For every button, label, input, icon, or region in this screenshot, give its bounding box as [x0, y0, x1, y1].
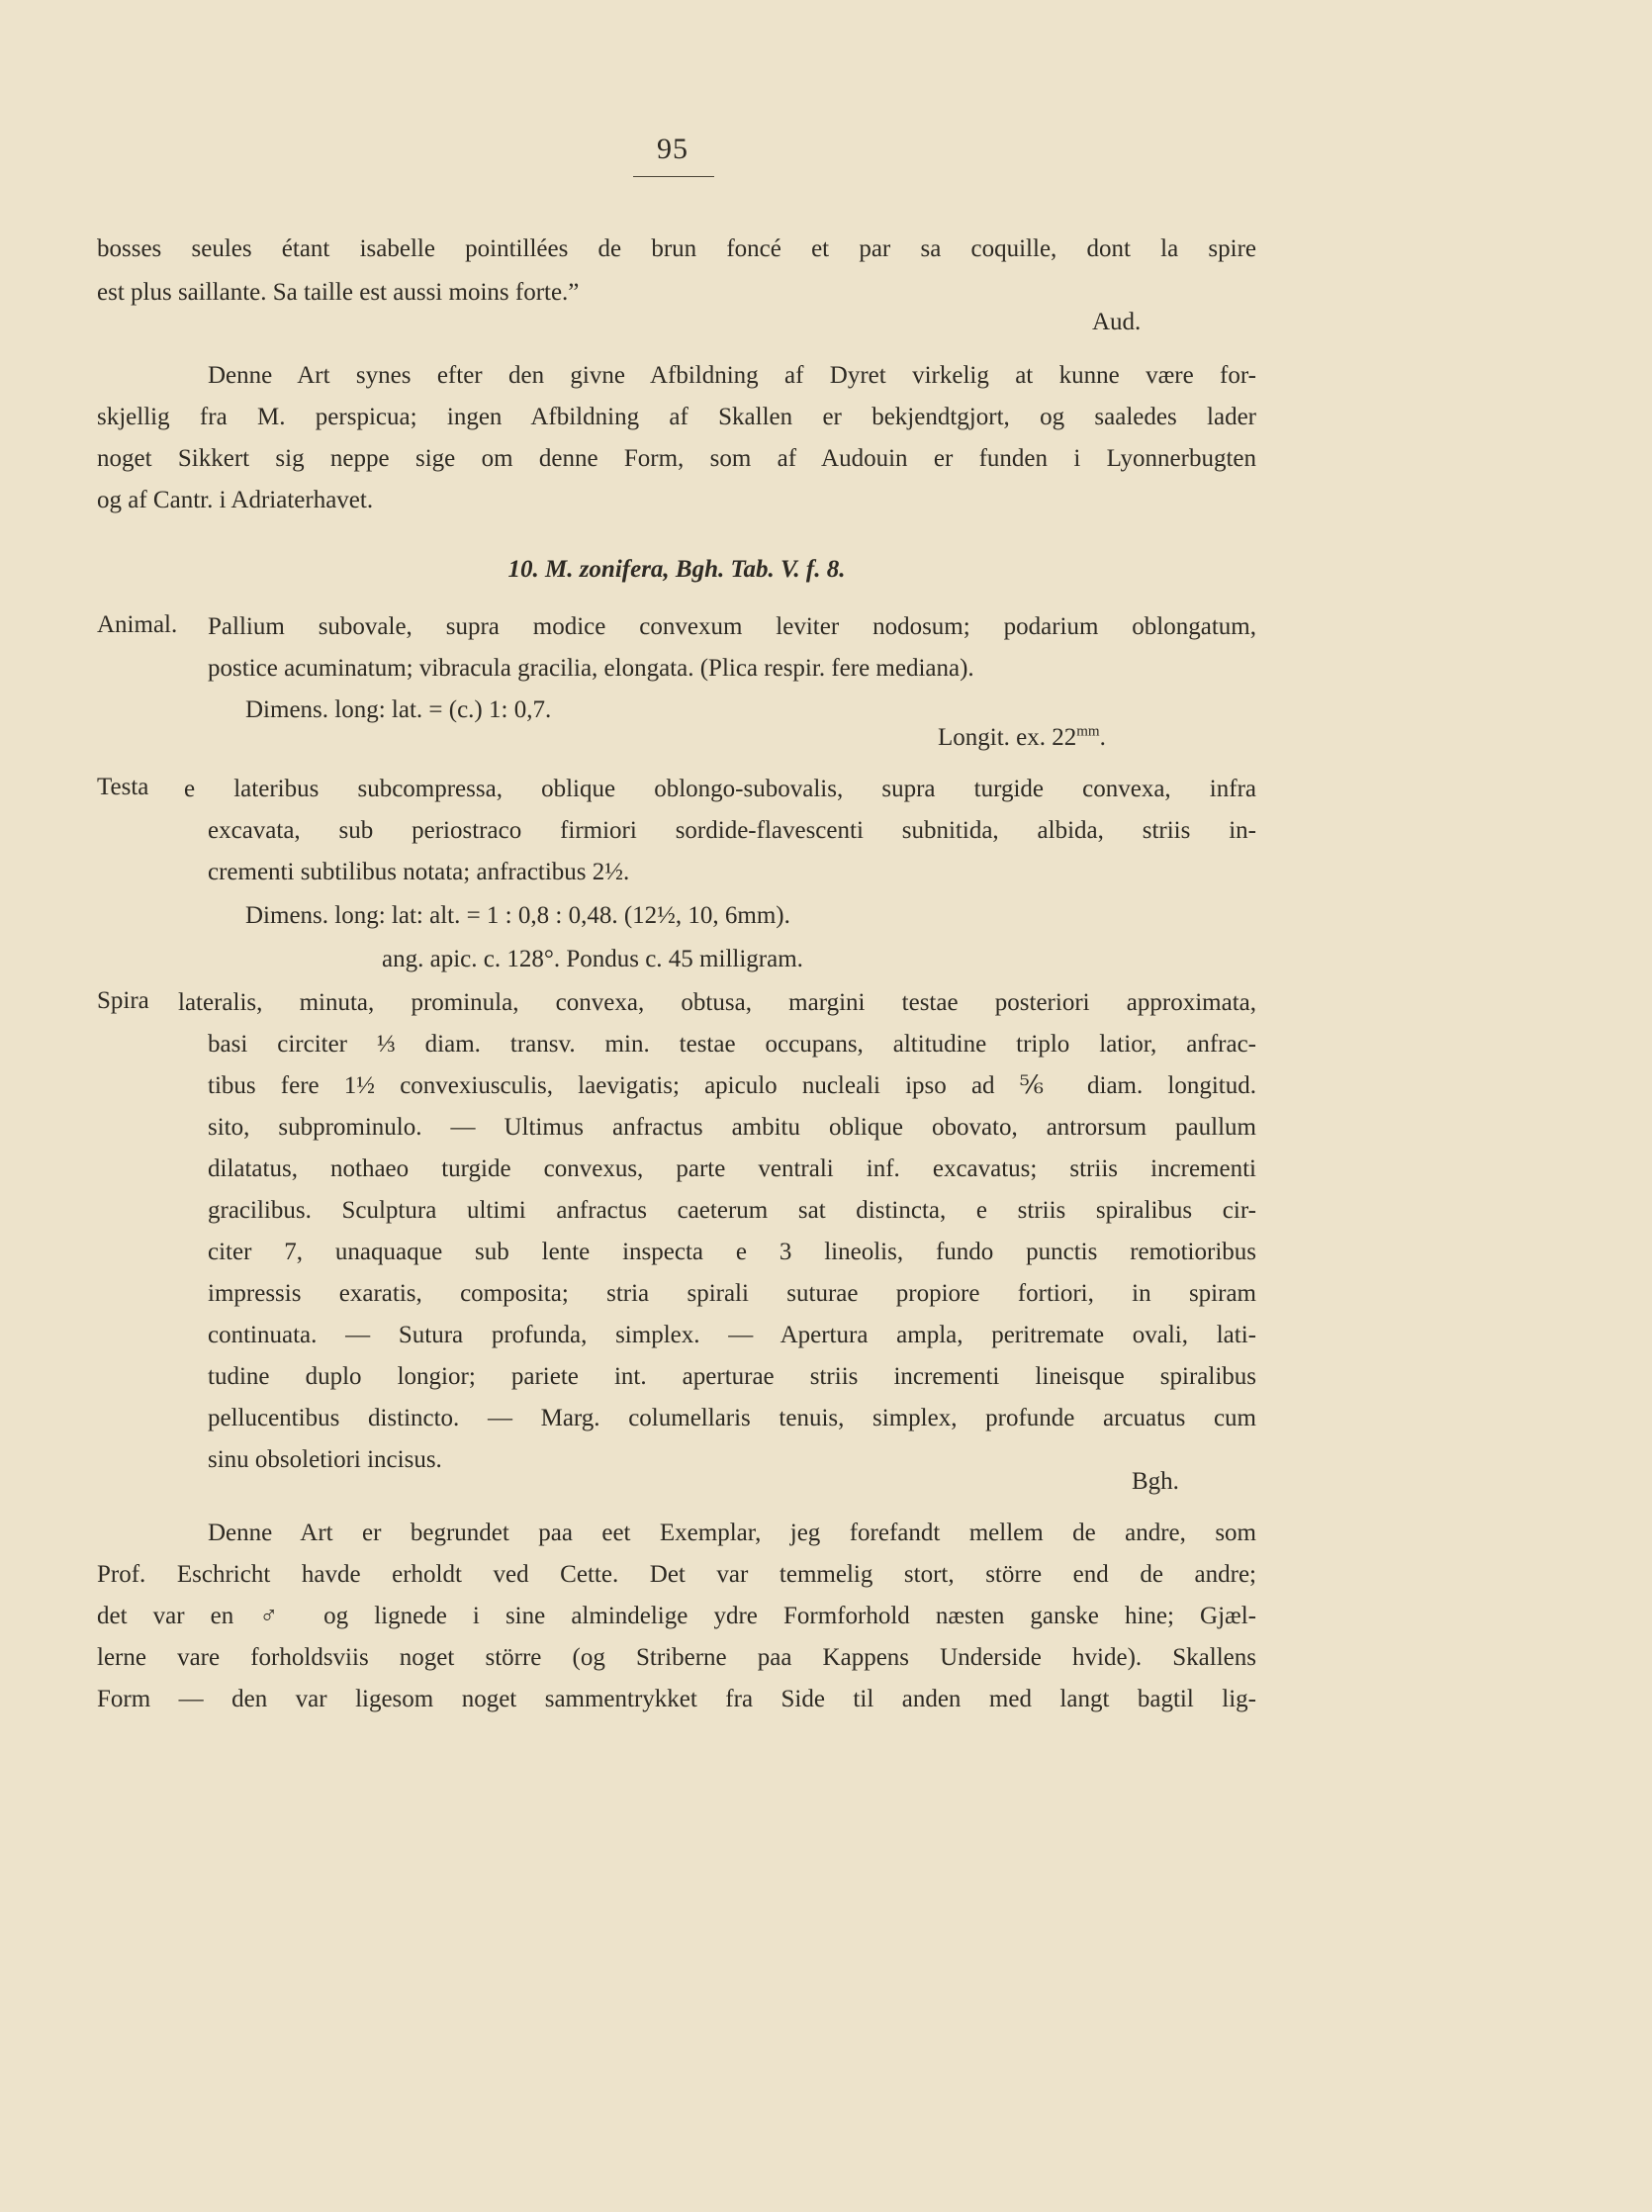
text-line: det var en ♂ og lignede i sine almindelige ydre Formforhold næsten ganske hine; Gjæl-	[97, 1603, 1256, 1629]
text-line: lateralis, minuta, prominula, convexa, obtusa, margini testae posteriori approximata,	[178, 989, 1256, 1016]
text-line: sito, subprominulo. — Ultimus anfractus ambitu oblique obovato, antrorsum paullum	[208, 1114, 1256, 1141]
text-line: citer 7, unaquaque sub lente inspecta e 3 lineolis, fundo punctis remotioribus	[208, 1239, 1256, 1265]
text-line: est plus saillante. Sa taille est aussi moins forte.”	[97, 279, 580, 306]
text-line: Form — den var ligesom noget sammentrykket fra Side til anden med langt bagtil lig-	[97, 1686, 1256, 1712]
page-number-rule	[633, 176, 714, 177]
text-line: Dimens. long: lat: alt. = 1 : 0,8 : 0,48. (12½, 10, 6mm).	[245, 902, 790, 929]
animal-label: Animal.	[97, 611, 178, 638]
text-line: Pallium subovale, supra modice convexum leviter nodosum; podarium oblongatum,	[208, 613, 1256, 640]
text-line: excavata, sub periostraco firmiori sordide-flavescenti subnitida, albida, striis in-	[208, 817, 1256, 844]
text-line: gracilibus. Sculptura ultimi anfractus caeterum sat distincta, e striis spiralibus cir-	[208, 1197, 1256, 1224]
text-line: ang. apic. c. 128°. Pondus c. 45 milligram.	[382, 946, 803, 972]
page-number: 95	[657, 133, 688, 165]
signature-aud: Aud.	[1092, 309, 1142, 335]
text-line: Denne Art synes efter den givne Afbildning af Dyret virkelig at kunne være for-	[208, 362, 1256, 389]
spira-label: Spira	[97, 987, 149, 1014]
text-line: pellucentibus distincto. — Marg. columellaris tenuis, simplex, profunde arcuatus cum	[208, 1405, 1256, 1431]
text-line: impressis exaratis, composita; stria spirali suturae propiore fortiori, in spiram	[208, 1280, 1256, 1307]
text-line: tudine duplo longior; pariete int. aperturae striis incrementi lineisque spiralibus	[208, 1363, 1256, 1390]
text-line: bosses seules étant isabelle pointillées de brun foncé et par sa coquille, dont la spire	[97, 235, 1256, 262]
longit-end: .	[1099, 724, 1106, 751]
text-line: lerne vare forholdsviis noget större (og Striberne paa Kappens Underside hvide). Skallens	[97, 1644, 1256, 1671]
longit-text: Longit. ex. 22	[938, 724, 1077, 751]
text-line: crementi subtilibus notata; anfractibus 2½.	[208, 859, 630, 885]
text-line: continuata. — Sutura profunda, simplex. — Apertura ampla, peritremate ovali, lati-	[208, 1322, 1256, 1348]
text-line: skjellig fra M. perspicua; ingen Afbildning af Skallen er bekjendtgjort, og saaledes lader	[97, 404, 1256, 430]
text-line: tibus fere 1½ convexiusculis, laevigatis; apiculo nucleali ipso ad ⅚ diam. longitud.	[208, 1072, 1256, 1099]
text-line: basi circiter ⅓ diam. transv. min. testae occupans, altitudine triplo latior, anfrac-	[208, 1031, 1256, 1058]
signature-bgh: Bgh.	[1132, 1468, 1179, 1495]
text-line: Prof. Eschricht havde erholdt ved Cette. Det var temmelig stort, större end de andre;	[97, 1561, 1256, 1588]
longit-line	[938, 724, 1106, 752]
text-line: dilatatus, nothaeo turgide convexus, parte ventrali inf. excavatus; striis incrementi	[208, 1155, 1256, 1182]
testa-label: Testa	[97, 774, 149, 800]
text-line: e lateribus subcompressa, oblique oblongo-subovalis, supra turgide convexa, infra	[184, 776, 1256, 802]
text-line: Denne Art er begrundet paa eet Exemplar, jeg forefandt mellem de andre, som	[208, 1520, 1256, 1546]
text-line: Dimens. long: lat. = (c.) 1: 0,7.	[245, 696, 552, 723]
text-line: sinu obsoletiori incisus.	[208, 1446, 442, 1473]
text-line: postice acuminatum; vibracula gracilia, elongata. (Plica respir. fere mediana).	[208, 655, 974, 682]
text-line: noget Sikkert sig neppe sige om denne Form, som af Audouin er funden i Lyonnerbugten	[97, 445, 1256, 472]
longit-unit: mm	[1076, 723, 1100, 740]
species-heading: 10. M. zonifera, Bgh. Tab. V. f. 8.	[507, 556, 846, 583]
text-line: og af Cantr. i Adriaterhavet.	[97, 487, 374, 513]
